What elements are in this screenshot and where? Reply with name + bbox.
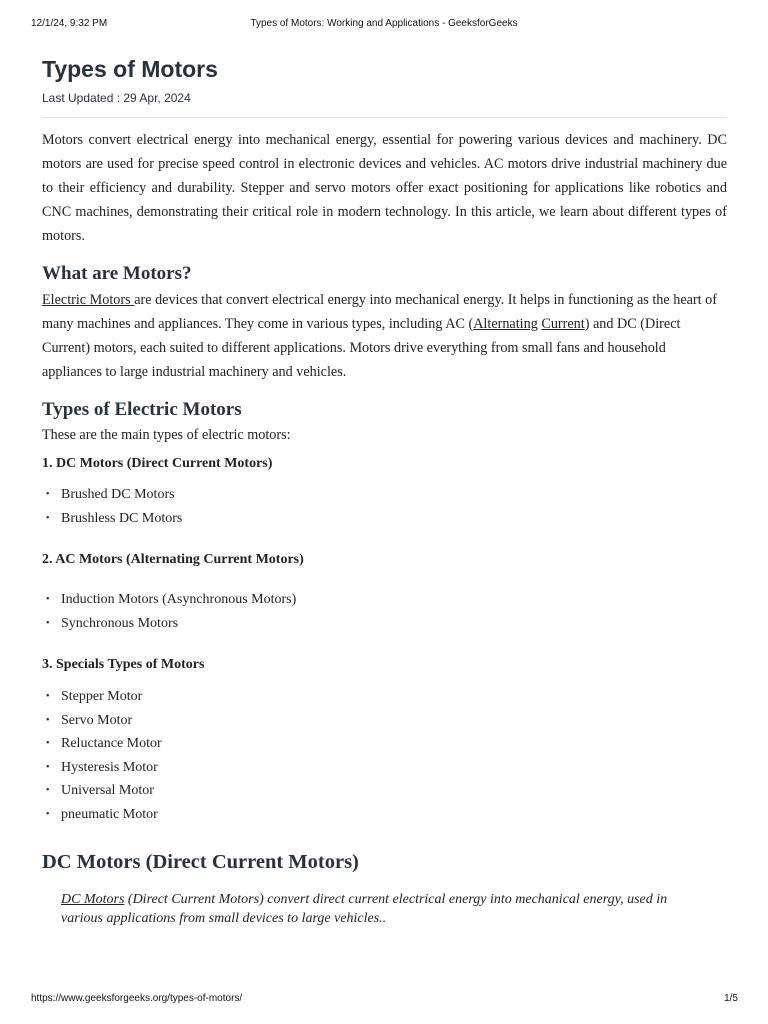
list-item: • Universal Motor bbox=[42, 779, 727, 803]
types-intro: These are the main types of electric motors: bbox=[42, 427, 291, 443]
print-datetime: 12/1/24, 9:32 PM bbox=[31, 18, 108, 29]
what-are-motors-paragraph bbox=[42, 288, 727, 384]
print-url: https://www.geeksforgeeks.org/types-of-motors/ bbox=[31, 993, 243, 1004]
heading-types-of-electric-motors: Types of Electric Motors bbox=[42, 399, 242, 420]
list-item: • Induction Motors (Asynchronous Motors) bbox=[42, 588, 727, 612]
list-item: • pneumatic Motor bbox=[42, 803, 727, 827]
list-item: • Reluctance Motor bbox=[42, 732, 727, 756]
alternating-link[interactable]: Alternating bbox=[473, 316, 538, 332]
bullet-icon: • bbox=[46, 714, 50, 726]
what-are-motors-text-2: ) and DC (Direct Current) motors, each suited to different applications. Motors drive everything from small fans and household appliances to large industrial machinery and vehicles. bbox=[42, 316, 681, 380]
dc-motors-paragraph bbox=[61, 890, 701, 928]
group-heading-dc: 1. DC Motors (Direct Current Motors) bbox=[42, 456, 273, 471]
list-item: • Brushless DC Motors bbox=[42, 507, 727, 531]
bullet-icon: • bbox=[46, 594, 50, 605]
special-motor-list bbox=[42, 685, 727, 826]
bullet-icon: • bbox=[46, 512, 50, 524]
dc-motors-link[interactable]: DC Motors bbox=[61, 892, 125, 907]
heading-dc-motors: DC Motors (Direct Current Motors) bbox=[42, 851, 359, 873]
bullet-icon: • bbox=[46, 489, 50, 500]
electric-motors-link[interactable]: Electric Motors bbox=[42, 292, 135, 308]
last-updated: Last Updated : 29 Apr, 2024 bbox=[42, 91, 191, 105]
what-are-motors-text-1: are devices that convert electrical energy into mechanical energy. It helps in functioning as the heart of many machines and appliances. They come in various types, including AC ( bbox=[42, 292, 717, 332]
dc-motors-text: (Direct Current Motors) convert direct current electrical energy into mechanical energy, used in various applications from small devices to large vehicles.. bbox=[61, 892, 668, 926]
current-link[interactable]: Current bbox=[541, 316, 585, 332]
list-item: • Servo Motor bbox=[42, 709, 727, 733]
bullet-icon: • bbox=[46, 808, 50, 820]
list-item: • Stepper Motor bbox=[42, 685, 727, 709]
print-header bbox=[0, 18, 768, 32]
intro-paragraph: Motors convert electrical energy into mechanical energy, essential for powering various devices and machinery. DC motors are used for precise speed control in electronic devices and vehicles. AC motors drive industrial machinery due to their efficiency and durability. Stepper and servo motors offer exact positioning for applications like robotics and CNC machines, demonstrating their critical role in modern technology. In this article, we learn about different types of motors. bbox=[42, 132, 727, 244]
page-title: Types of Motors bbox=[42, 56, 218, 82]
bullet-icon: • bbox=[46, 761, 50, 773]
dc-motor-list bbox=[42, 483, 727, 530]
group-heading-ac: 2. AC Motors (Alternating Current Motors) bbox=[42, 552, 304, 567]
ac-motor-list bbox=[42, 588, 727, 635]
bullet-icon: • bbox=[46, 691, 50, 702]
bullet-icon: • bbox=[46, 785, 50, 796]
print-footer bbox=[0, 993, 768, 1007]
group-heading-special: 3. Specials Types of Motors bbox=[42, 657, 205, 672]
list-item: • Hysteresis Motor bbox=[42, 756, 727, 780]
heading-what-are-motors: What are Motors? bbox=[42, 263, 192, 284]
divider bbox=[42, 117, 727, 118]
list-item: • Synchronous Motors bbox=[42, 612, 727, 636]
print-page-title: Types of Motors: Working and Applications - GeeksforGeeks bbox=[250, 18, 518, 29]
list-item: • Brushed DC Motors bbox=[42, 483, 727, 507]
article bbox=[42, 55, 727, 928]
bullet-icon: • bbox=[46, 617, 50, 629]
bullet-icon: • bbox=[46, 738, 50, 749]
print-page-number: 1/5 bbox=[724, 993, 738, 1004]
